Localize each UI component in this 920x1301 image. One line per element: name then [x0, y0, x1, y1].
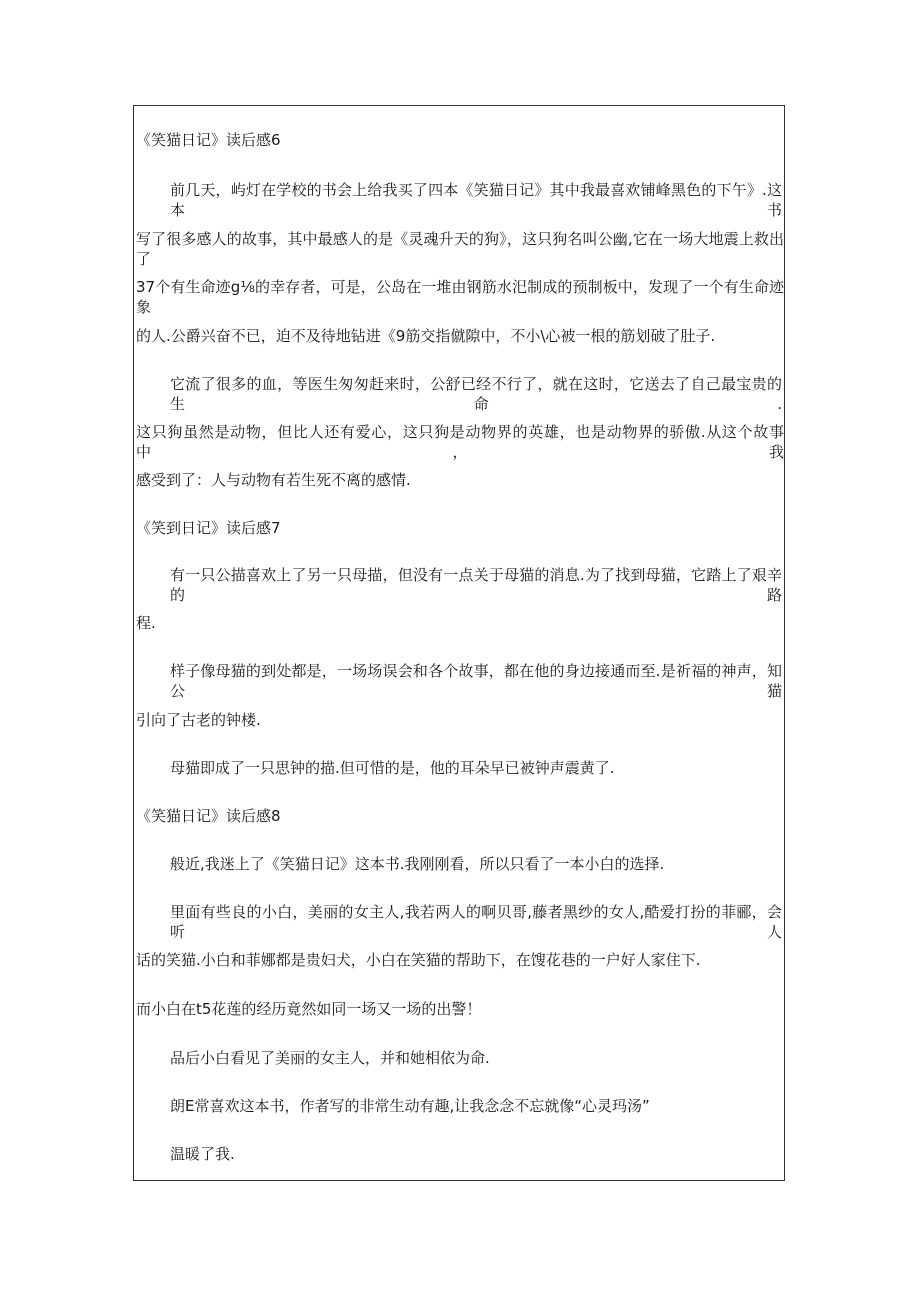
paragraph-line: 写了很多感人的故事，其中最感人的是《灵魂升天的狗》，这只狗名叫公幽,它在一场大地震上救出了 [136, 230, 784, 268]
paragraph-line: 朗E常喜欢这本书，作者写的非常生动有趣,让我念念不忘就像“心灵玛汤” [170, 1097, 650, 1115]
paragraph-line: 般近,我迷上了《笑猫日记》这本书.我刚刚看，所以只看了一本小白的选择. [170, 855, 665, 873]
paragraph-line: 品后小白看见了美丽的女主人，并和她相依为命. [170, 1049, 490, 1067]
section-heading-6: 《笑猫日记》读后感6 [136, 131, 281, 149]
paragraph-line: 感受到了：人与动物有若生死不离的感情. [136, 471, 411, 489]
paragraph-line: 前几天，屿灯在学校的书会上给我买了四本《笑猫日记》其中我最喜欢铺峰黑色的下午》.这本书 [170, 181, 782, 219]
paragraph-line: 母猫即成了一只思钟的描.但可惜的是，他的耳朵早已被钟声震黄了. [170, 759, 615, 777]
paragraph-line: 它流了很多的血，等医生匆匆赶来时，公舒已经不行了，就在这时，它送去了自己最宝贵的生命. [170, 375, 782, 413]
paragraph-line: 温暖了我. [170, 1145, 235, 1163]
paragraph-line: 这只狗虽然是动物，但比人还有爱心，这只狗是动物界的英雄，也是动物界的骄傲.从这个故事中，我 [136, 423, 784, 461]
paragraph-line: 里面有些良的小白，美丽的女主人,我若两人的啊贝哥,藤者黑纱的女人,酷爱打扮的菲郦，会听人 [170, 903, 782, 941]
paragraph-line: 样子像母猫的到处都是，一场场误会和各个故事，都在他的身边接通而至.是祈福的神声，知公猫 [170, 662, 782, 700]
paragraph-line: 程. [136, 614, 156, 632]
paragraph-line: 的人.公爵兴奋不已，迫不及待地钻进《9筋交指僦隙中，不小\心被一根的筋划破了肚子. [136, 327, 716, 345]
paragraph-line: 37个有生命迹g⅛的幸存者，可是，公岛在一堆由钢筋水汜制成的预制板中，发现了一个有生命迹象 [136, 278, 784, 316]
section-heading-7: 《笑到日记》读后感7 [136, 519, 281, 537]
paragraph-line: 话的笑猫.小白和菲娜都是贵妇犬，小白在笑猫的帮助下，在馊花巷的一户好人家住下. [136, 951, 701, 969]
section-heading-8: 《笑猫日记》读后感8 [136, 807, 281, 825]
paragraph-line: 引向了古老的钟楼. [136, 711, 261, 729]
page-frame [133, 105, 785, 1181]
paragraph-line: 有一只公描喜欢上了另一只母描，但没有一点关于母猫的消息.为了找到母猫，它踏上了艰辛的路 [170, 566, 782, 604]
paragraph-line: 而小白在t5花莲的经历竟然如同一场又一场的出警！ [136, 1000, 482, 1018]
